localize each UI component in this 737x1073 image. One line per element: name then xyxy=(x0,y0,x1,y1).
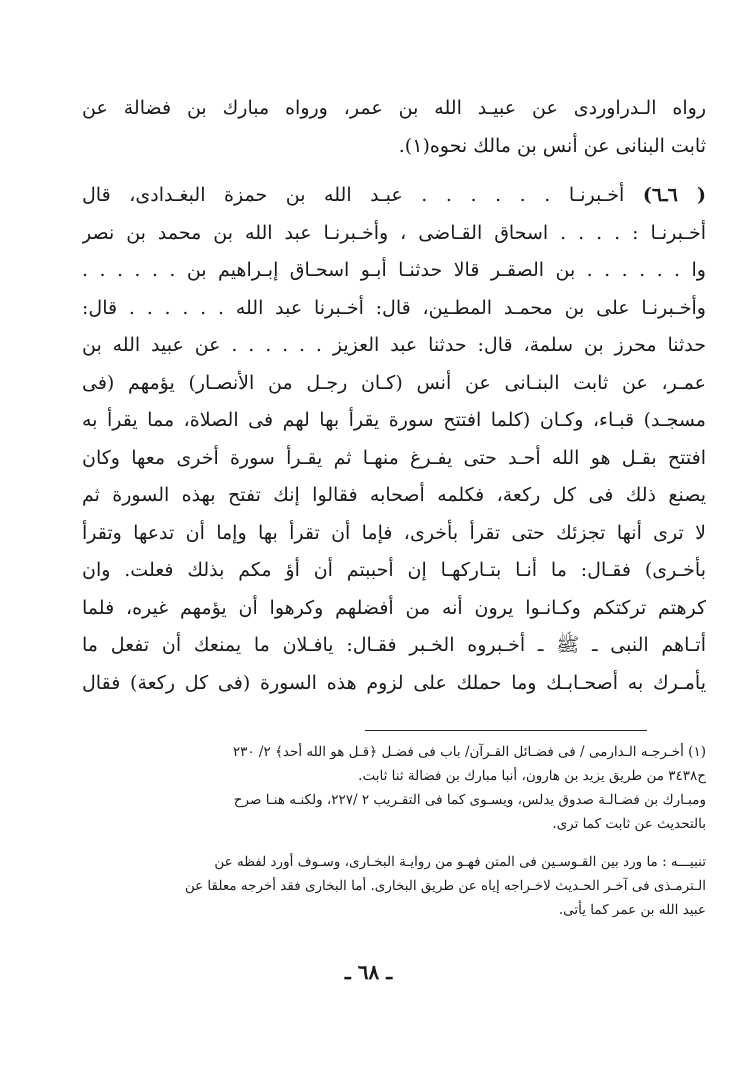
text-line: يأمـرك به أصحـابـك وما حملك على لزوم هذه السورة (فى كل ركعة) فقال xyxy=(82,671,706,694)
footnote-1 xyxy=(80,740,706,836)
footnotes xyxy=(80,740,706,922)
text-line: حدثنا محرز بن سلمة، قال: حدثنا عبد العزيز . . . . . . عن عبيد الله بن xyxy=(82,334,706,356)
text-line: وأخـبرنـا على بن محمـد المطـين، قال: أخـبرنا عبد الله . . . . . . قال: xyxy=(82,296,706,319)
footnote-note xyxy=(80,850,706,922)
footnote-divider xyxy=(365,730,647,731)
text-line: أتـاهم النبى ـ ﷺ ـ أخـبروه الخـبر فقـال: يافـلان ما يمنعك أن تفعل ما xyxy=(82,634,706,656)
main-text xyxy=(82,90,706,702)
text-line: بأخـرى) فقـال: ما أنـا بتـاركهـا إن أحببتم أن أؤ مكم بذلك فعلت. وان xyxy=(82,559,706,581)
text-line: يصنع ذلك فى كل ركعة، فكلمه أصحابه فقالوا إنك تفتح بهذه السورة ثم xyxy=(82,484,706,506)
footnote-gap xyxy=(80,836,706,850)
footnote-line: الـترمـذى فى آخـر الحـديث لاخـراجه إياه عن طريق البخارى. أما البخارى فقد أخرجه معلقا عن xyxy=(184,878,706,894)
text-line: افتتح بقـل هو الله أحـد حتى يفـرغ منهـا ثم يقـرأ سورة أخرى معها وكان xyxy=(82,446,706,469)
footnote-line: ح٣٤٣٨ من طريق يزيد بن هارون، أنبا مبارك بن فضالة ثنا ثابت. xyxy=(358,768,706,784)
text-line: لا ترى أنها تجزئك حتى تقرأ بأخرى، فإما أن تقرأ بها وإما أن تدعها وتقرأ xyxy=(82,521,706,544)
text-line: رواه الـدراوردى عن عبيـد الله بن عمر، ورواه مبارك بن فضالة عن xyxy=(82,97,706,119)
intro-paragraph xyxy=(82,90,706,165)
text-line-first xyxy=(82,177,706,215)
text-line: أخـبرنـا : . . . . اسحاق القـاضى ، وأخـبرنـا عبد الله بن محمد بن نصر xyxy=(82,221,706,244)
footnote-line: بالتحديث عن ثابت كما ترى. xyxy=(552,816,706,832)
text-line: مسجـد) قبـاء، وكـان (كلما افتتح سورة يقرأ بها لهم فى الصلاة، مما يقرأ به xyxy=(82,409,706,431)
footnote-line: تنبيـــه : ما ورد بين القـوسـين فى المتن فهـو من روايـة البخـارى، وسـوف أورد لفظه عن xyxy=(214,854,706,870)
hadith-number: ( ٦ـ٦) xyxy=(642,184,706,206)
text-line: وا . . . . . . بن الصقـر قالا حدثنـا أبـو اسحـاق إبـراهيم بن . . . . . . xyxy=(82,259,706,281)
text-line: عمـر، عن ثابت البنـانى عن أنس (كـان رجـل من الأنصـار) يؤمهم (فى xyxy=(82,371,706,394)
text-line: ثابت البنانى عن أنس بن مالك نحوه(١). xyxy=(398,134,706,157)
text-line: كرهتم تركتكم وكـانـوا يرون أنه من أفضلهم وكرهوا أن يؤمهم غيره، فلما xyxy=(82,596,706,619)
footnote-line: (١) أخـرجـه الـدارمى / فى فضـائل القـرآن/ باب فى فضـل ﴿قـل هو الله أحد﴾ ٢/ ٢٣٠ xyxy=(232,744,706,760)
footnote-line: عبيد الله بن عمر كما يأتى. xyxy=(558,902,706,918)
text-line: أخـبرنـا . . . . . . عبـد الله بن حمزة البغـدادى، قال xyxy=(82,184,625,206)
hadith-paragraph xyxy=(82,177,706,702)
page-number: ـ ٦٨ ـ xyxy=(344,960,393,984)
footnote-line: ومبـارك بن فضـالـة صدوق يدلس، ويسـوى كما فى التقـريب ٢ /٢٢٧، ولكنـه هنـا صرح xyxy=(233,792,706,808)
